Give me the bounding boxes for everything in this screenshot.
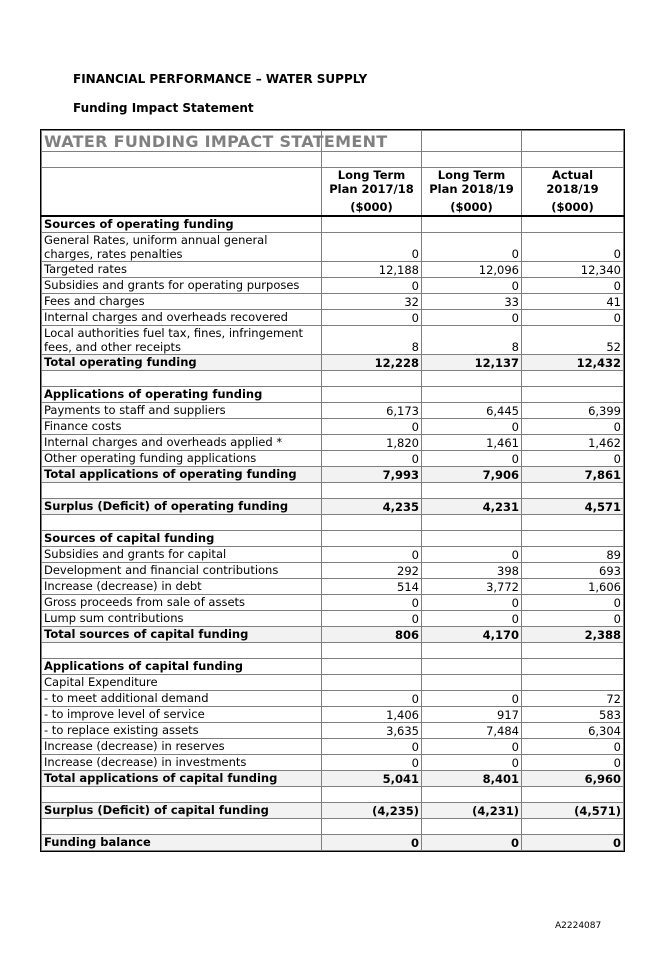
spacer-cell	[42, 515, 322, 531]
value-cell: (4,571)	[522, 803, 624, 819]
table-row	[42, 675, 624, 691]
value-cell: 0	[422, 595, 522, 611]
column-header-ltp-2018-19	[422, 168, 522, 217]
value-cell: 41	[522, 294, 624, 310]
value-cell: 32	[322, 294, 422, 310]
value-cell: 0	[522, 595, 624, 611]
value-cell: 514	[322, 579, 422, 595]
table-row	[42, 451, 624, 467]
value-cell	[322, 659, 422, 675]
spacer-cell	[322, 643, 422, 659]
column-header-ltp-2017-18	[322, 168, 422, 217]
table-row	[42, 595, 624, 611]
column-header-line1: Long Term	[337, 168, 406, 182]
row-label: Sources of capital funding	[42, 531, 322, 547]
spacer-cell	[522, 787, 624, 803]
value-cell	[422, 531, 522, 547]
table-row	[42, 611, 624, 627]
value-cell: 398	[422, 563, 522, 579]
value-cell: 0	[522, 278, 624, 294]
spacer-cell	[422, 483, 522, 499]
value-cell: 12,096	[422, 262, 522, 278]
value-cell: 4,170	[422, 627, 522, 643]
value-cell: 0	[522, 755, 624, 771]
spacer-cell	[42, 787, 322, 803]
row-label: Total applications of capital funding	[42, 771, 322, 787]
value-cell: 4,231	[422, 499, 522, 515]
total-row	[42, 627, 624, 643]
spacer-cell	[322, 787, 422, 803]
spacer-cell	[522, 152, 624, 168]
value-cell: 0	[422, 547, 522, 563]
row-label: - to meet additional demand	[42, 691, 322, 707]
spacer-cell	[522, 515, 624, 531]
value-cell: (4,235)	[322, 803, 422, 819]
value-cell: 0	[322, 419, 422, 435]
value-cell	[522, 216, 624, 233]
spacer-row	[42, 371, 624, 387]
value-cell: 0	[322, 233, 422, 262]
table-row	[42, 278, 624, 294]
value-cell: 12,340	[522, 262, 624, 278]
title-cell-blank	[422, 131, 522, 152]
value-cell: 0	[322, 278, 422, 294]
value-cell: 0	[422, 755, 522, 771]
value-cell	[422, 216, 522, 233]
value-cell: 3,635	[322, 723, 422, 739]
total-row	[42, 355, 624, 371]
value-cell: 3,772	[422, 579, 522, 595]
spacer-row	[42, 787, 624, 803]
value-cell: 0	[422, 835, 522, 851]
table-title: WATER FUNDING IMPACT STATEMENT	[42, 131, 322, 152]
row-label: Funding balance	[42, 835, 322, 851]
table-row	[42, 403, 624, 419]
spacer-cell	[322, 515, 422, 531]
total-row	[42, 499, 624, 515]
table-row	[42, 723, 624, 739]
value-cell: 292	[322, 563, 422, 579]
value-cell: 1,606	[522, 579, 624, 595]
table-row	[42, 419, 624, 435]
row-label: - to replace existing assets	[42, 723, 322, 739]
row-label: Total sources of capital funding	[42, 627, 322, 643]
section-header-row	[42, 387, 624, 403]
row-label: Internal charges and overheads recovered	[42, 310, 322, 326]
row-label: - to improve level of service	[42, 707, 322, 723]
value-cell: 2,388	[522, 627, 624, 643]
value-cell: 806	[322, 627, 422, 643]
row-label: Development and financial contributions	[42, 563, 322, 579]
value-cell: 0	[422, 419, 522, 435]
row-label: Total applications of operating funding	[42, 467, 322, 483]
value-cell: 0	[422, 310, 522, 326]
value-cell	[522, 675, 624, 691]
value-cell: 583	[522, 707, 624, 723]
value-cell: 8,401	[422, 771, 522, 787]
column-header-unit: ($000)	[551, 200, 594, 214]
row-label: Other operating funding applications	[42, 451, 322, 467]
value-cell: 0	[322, 755, 422, 771]
value-cell: 0	[322, 691, 422, 707]
table-row	[42, 435, 624, 451]
row-label: Lump sum contributions	[42, 611, 322, 627]
value-cell	[322, 387, 422, 403]
spacer-cell	[422, 819, 522, 835]
spacer-row	[42, 819, 624, 835]
page-heading: FINANCIAL PERFORMANCE – WATER SUPPLY	[73, 72, 368, 86]
total-row	[42, 771, 624, 787]
value-cell: 0	[422, 611, 522, 627]
spacer-cell	[522, 371, 624, 387]
value-cell	[322, 675, 422, 691]
spacer-cell	[422, 515, 522, 531]
title-cell-blank	[522, 131, 624, 152]
value-cell: 7,861	[522, 467, 624, 483]
value-cell: 0	[522, 419, 624, 435]
value-cell: 0	[422, 451, 522, 467]
value-cell: 0	[422, 233, 522, 262]
spacer-cell	[422, 152, 522, 168]
row-label: Surplus (Deficit) of capital funding	[42, 803, 322, 819]
value-cell: 0	[422, 278, 522, 294]
row-label: Finance costs	[42, 419, 322, 435]
row-label: Fees and charges	[42, 294, 322, 310]
value-cell	[422, 659, 522, 675]
table-row	[42, 707, 624, 723]
column-header-blank	[42, 168, 322, 217]
spacer-cell	[322, 819, 422, 835]
value-cell: 0	[522, 611, 624, 627]
value-cell: 1,461	[422, 435, 522, 451]
spacer-cell	[42, 371, 322, 387]
value-cell: 0	[322, 451, 422, 467]
value-cell: (4,231)	[422, 803, 522, 819]
table-row	[42, 326, 624, 355]
value-cell: 0	[322, 310, 422, 326]
row-label: Subsidies and grants for capital	[42, 547, 322, 563]
spacer-cell	[422, 371, 522, 387]
value-cell: 6,304	[522, 723, 624, 739]
table-row	[42, 563, 624, 579]
total-row	[42, 467, 624, 483]
table-row	[42, 691, 624, 707]
column-header-unit: ($000)	[350, 200, 393, 214]
spacer-cell	[42, 483, 322, 499]
row-label: Capital Expenditure	[42, 675, 322, 691]
spacer-cell	[422, 787, 522, 803]
spacer-cell	[42, 819, 322, 835]
spacer-cell	[42, 643, 322, 659]
row-label: Increase (decrease) in debt	[42, 579, 322, 595]
value-cell: 12,432	[522, 355, 624, 371]
value-cell: 8	[422, 326, 522, 355]
value-cell: 0	[322, 595, 422, 611]
value-cell: 7,906	[422, 467, 522, 483]
value-cell: 6,445	[422, 403, 522, 419]
table-row	[42, 294, 624, 310]
value-cell: 0	[522, 233, 624, 262]
row-label: Increase (decrease) in investments	[42, 755, 322, 771]
column-header-line2: Plan 2017/18	[329, 182, 414, 196]
value-cell	[422, 387, 522, 403]
value-cell	[522, 531, 624, 547]
row-label: Applications of capital funding	[42, 659, 322, 675]
value-cell	[322, 216, 422, 233]
value-cell: 7,484	[422, 723, 522, 739]
spacer-cell	[522, 819, 624, 835]
total-row	[42, 803, 624, 819]
row-label: Subsidies and grants for operating purposes	[42, 278, 322, 294]
value-cell: 0	[522, 310, 624, 326]
spacer-cell	[522, 483, 624, 499]
value-cell: 0	[522, 451, 624, 467]
spacer-row	[42, 515, 624, 531]
value-cell: 12,137	[422, 355, 522, 371]
column-header-actual-2018-19	[522, 168, 624, 217]
total-row	[42, 835, 624, 851]
value-cell: 5,041	[322, 771, 422, 787]
spacer-row	[42, 643, 624, 659]
spacer-cell	[42, 152, 322, 168]
spacer-cell	[522, 643, 624, 659]
value-cell: 89	[522, 547, 624, 563]
column-header-line1: Long Term	[437, 168, 506, 182]
table-row	[42, 262, 624, 278]
spacer-row	[42, 483, 624, 499]
table-row	[42, 739, 624, 755]
row-label: Gross proceeds from sale of assets	[42, 595, 322, 611]
funding-impact-table	[41, 130, 624, 851]
section-header-row	[42, 531, 624, 547]
value-cell: 4,235	[322, 499, 422, 515]
row-label: Surplus (Deficit) of operating funding	[42, 499, 322, 515]
column-header-line1: Actual	[551, 168, 594, 182]
value-cell: 1,462	[522, 435, 624, 451]
value-cell: 0	[322, 611, 422, 627]
value-cell: 1,406	[322, 707, 422, 723]
value-cell: 0	[422, 739, 522, 755]
value-cell	[422, 675, 522, 691]
section-header-row	[42, 659, 624, 675]
value-cell: 12,188	[322, 262, 422, 278]
value-cell: 693	[522, 563, 624, 579]
row-label: Total operating funding	[42, 355, 322, 371]
spacer-cell	[322, 371, 422, 387]
value-cell: 6,173	[322, 403, 422, 419]
spacer-cell	[322, 152, 422, 168]
value-cell: 12,228	[322, 355, 422, 371]
value-cell: 72	[522, 691, 624, 707]
value-cell: 6,960	[522, 771, 624, 787]
value-cell: 917	[422, 707, 522, 723]
value-cell: 33	[422, 294, 522, 310]
value-cell: 7,993	[322, 467, 422, 483]
value-cell: 6,399	[522, 403, 624, 419]
document-reference: A2224087	[555, 921, 602, 931]
value-cell: 52	[522, 326, 624, 355]
value-cell: 0	[322, 739, 422, 755]
row-label: Sources of operating funding	[42, 216, 322, 233]
row-label: Increase (decrease) in reserves	[42, 739, 322, 755]
value-cell: 4,571	[522, 499, 624, 515]
table-row	[42, 310, 624, 326]
row-label: Applications of operating funding	[42, 387, 322, 403]
row-label: Payments to staff and suppliers	[42, 403, 322, 419]
table-row	[42, 579, 624, 595]
row-label: Local authorities fuel tax, fines, infringement fees, and other receipts	[42, 326, 322, 355]
table-row	[42, 547, 624, 563]
row-label: General Rates, uniform annual general charges, rates penalties	[42, 233, 322, 262]
value-cell	[522, 387, 624, 403]
value-cell: 0	[322, 835, 422, 851]
value-cell: 0	[522, 835, 624, 851]
column-header-unit: ($000)	[450, 200, 493, 214]
value-cell	[522, 659, 624, 675]
value-cell: 0	[522, 739, 624, 755]
page-subheading: Funding Impact Statement	[73, 101, 254, 115]
row-label: Targeted rates	[42, 262, 322, 278]
value-cell: 0	[322, 547, 422, 563]
value-cell: 1,820	[322, 435, 422, 451]
row-label: Internal charges and overheads applied *	[42, 435, 322, 451]
section-header-row	[42, 216, 624, 233]
column-header-line2: 2018/19	[546, 182, 599, 196]
table-row	[42, 233, 624, 262]
spacer-cell	[422, 643, 522, 659]
value-cell: 8	[322, 326, 422, 355]
value-cell	[322, 531, 422, 547]
table-row	[42, 755, 624, 771]
spacer-cell	[322, 483, 422, 499]
column-header-line2: Plan 2018/19	[429, 182, 514, 196]
value-cell: 0	[422, 691, 522, 707]
